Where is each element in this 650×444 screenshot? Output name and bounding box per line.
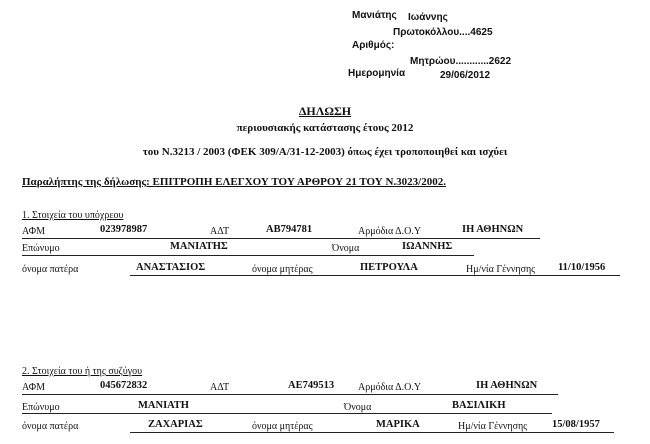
header-registry: Μητρώου............2622: [410, 56, 512, 67]
section-2-row1-rule: [22, 394, 558, 395]
header-surname: Μανιάτης: [352, 10, 397, 21]
section-1-row2-rule: [22, 255, 474, 256]
section-1-row3-rule: [130, 275, 620, 276]
section-2-father-value: ΖΑΧΑΡΙΑΣ: [148, 419, 203, 430]
section-2-name-value: ΒΑΣΙΛΙΚΗ: [452, 400, 506, 411]
section-2-mother-label: όνομα μητέρας: [252, 421, 313, 432]
section-1-doy-label: Αρμόδια Δ.Ο.Υ: [358, 226, 422, 237]
section-2-surname-label: Επώνυμο: [22, 402, 60, 413]
section-1-afm-label: ΑΦΜ: [22, 226, 46, 237]
section-2-birth-label: Ημ/νία Γέννησης: [458, 421, 528, 432]
section-2-row3-rule: [130, 432, 614, 433]
section-2-doy-value: ΙΗ ΑΘΗΝΩΝ: [476, 380, 538, 391]
section-1-mother-value: ΠΕΤΡΟΥΛΑ: [360, 262, 418, 273]
section-2-row2-rule: [22, 413, 552, 414]
section-1-mother-label: όνομα μητέρας: [252, 264, 313, 275]
section-1-title: 1. Στοιχεία του υπόχρεου: [22, 210, 124, 221]
header-number-label: Αριθμός:: [352, 40, 395, 51]
section-1-father-label: όνομα πατέρα: [22, 264, 79, 275]
section-1-doy-value: ΙΗ ΑΘΗΝΩΝ: [462, 224, 524, 235]
section-1-afm-value: 023978987: [100, 224, 148, 235]
document-subtitle: περιουσιακής κατάστασης έτους 2012: [236, 122, 414, 134]
document-title: ΔΗΛΩΣΗ: [298, 104, 352, 118]
section-1-name-value: ΙΩΑΝΝΗΣ: [402, 241, 453, 252]
recipient-line: Παραλήπτης της δήλωσης: ΕΠΙΤΡΟΠΗ ΕΛΕΓΧΟΥ ΤΟΥ ΑΡΘΡΟΥ 21 ΤΟΥ Ν.3023/2002.: [22, 176, 446, 188]
section-1-surname-value: ΜΑΝΙΑΤΗΣ: [170, 241, 228, 252]
section-1-adt-label: ΑΔΤ: [210, 226, 230, 237]
header-first-name: Ιωάννης: [408, 12, 448, 23]
section-2-birth-value: 15/08/1957: [552, 419, 600, 430]
header-date-value: 29/06/2012: [440, 70, 491, 81]
section-2-adt-label: ΑΔΤ: [210, 382, 230, 393]
section-2-afm-label: ΑΦΜ: [22, 382, 46, 393]
section-2-doy-label: Αρμόδια Δ.Ο.Υ: [358, 382, 422, 393]
document-law-reference: του Ν.3213 / 2003 (ΦΕΚ 309/Α/31-12-2003) όπως έχει τροποποιηθεί και ισχύει: [142, 146, 508, 158]
section-1-birth-value: 11/10/1956: [558, 262, 606, 273]
section-2-afm-value: 045672832: [100, 380, 148, 391]
section-1-father-value: ΑΝΑΣΤΑΣΙΟΣ: [136, 262, 206, 273]
section-2-surname-value: ΜΑΝΙΑΤΗ: [138, 400, 189, 411]
section-2-mother-value: ΜΑΡΙΚΑ: [376, 419, 420, 430]
section-1-birth-label: Ημ/νία Γέννησης: [466, 264, 536, 275]
header-protocol: Πρωτοκόλλου....4625: [393, 27, 493, 38]
section-1-adt-value: ΑΒ794781: [266, 224, 313, 235]
section-2-adt-value: ΑΕ749513: [288, 380, 335, 391]
header-date-label: Ημερομηνία: [348, 68, 406, 79]
section-1-name-label: Όνομα: [332, 243, 360, 254]
section-1-row1-rule: [22, 238, 540, 239]
section-1-surname-label: Επώνυμο: [22, 243, 60, 254]
section-2-name-label: Όνομα: [344, 402, 372, 413]
section-2-title: 2. Στοιχεία του ή της συζύγου: [22, 366, 143, 377]
section-2-father-label: όνομα πατέρα: [22, 421, 79, 432]
